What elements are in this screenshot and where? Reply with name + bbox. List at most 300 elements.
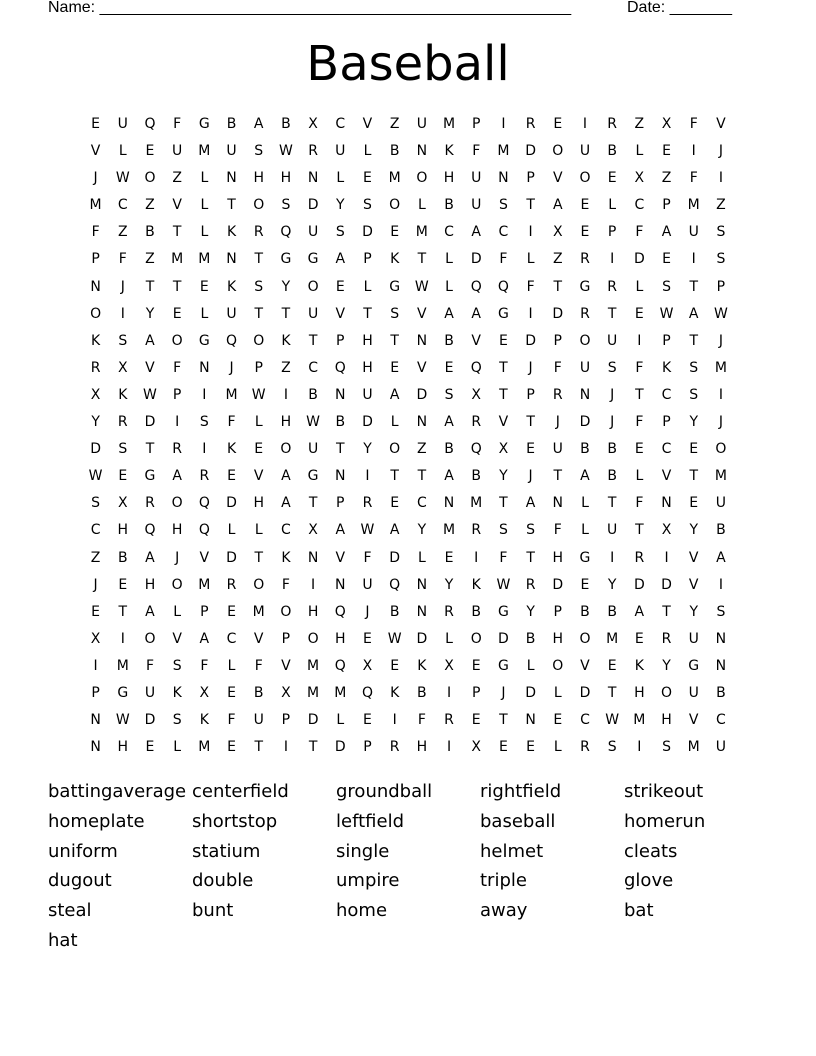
grid-letter: M	[606, 630, 619, 647]
grid-letter: V	[145, 359, 155, 376]
grid-letter: L	[445, 278, 453, 295]
grid-letter: A	[716, 549, 726, 566]
grid-letter: C	[661, 441, 672, 458]
grid-letter: P	[336, 332, 345, 349]
grid-letter: O	[579, 630, 591, 647]
grid-letter: E	[553, 712, 563, 729]
grid-letter: T	[172, 278, 182, 295]
grid-letter: O	[253, 576, 265, 593]
grid-letter: K	[281, 332, 291, 349]
grid-letter: T	[145, 441, 155, 458]
grid-letter: Y	[607, 576, 617, 593]
grid-letter: D	[226, 549, 237, 566]
grid-letter: T	[553, 468, 563, 485]
grid-letter: T	[607, 305, 617, 322]
grid-letter: L	[227, 657, 236, 674]
grid-letter: L	[390, 414, 399, 431]
grid-letter: G	[280, 251, 292, 268]
grid-letter: Q	[226, 332, 238, 349]
grid-letter: F	[281, 576, 290, 593]
grid-letter: R	[634, 549, 645, 566]
grid-letter: V	[716, 116, 726, 132]
grid-letter: P	[91, 684, 100, 701]
grid-letter: L	[526, 251, 535, 268]
grid-letter: H	[117, 739, 129, 756]
grid-letter: L	[200, 305, 209, 322]
grid-letter: M	[442, 116, 456, 132]
grid-letter: N	[416, 576, 428, 593]
letter-grid	[82, 111, 735, 761]
word-bank-item: bunt	[192, 900, 234, 922]
grid-letter: D	[307, 197, 319, 214]
grid-letter: U	[117, 116, 128, 132]
grid-letter: S	[716, 224, 726, 241]
grid-letter: E	[390, 224, 400, 241]
word-bank-item: home	[336, 900, 388, 922]
grid-letter: W	[251, 386, 266, 403]
grid-letter: T	[390, 332, 399, 349]
grid-letter: D	[661, 576, 672, 593]
grid-letter: B	[444, 332, 454, 349]
grid-letter: C	[580, 712, 590, 729]
grid-letter: S	[335, 224, 345, 241]
grid-letter: Q	[497, 278, 509, 295]
grid-letter: T	[553, 278, 563, 295]
grid-letter: N	[416, 603, 428, 620]
grid-letter: S	[199, 414, 209, 431]
grid-letter: Y	[499, 468, 508, 485]
grid-letter: P	[281, 712, 291, 729]
grid-letter: T	[499, 386, 508, 403]
grid-letter: E	[363, 712, 372, 729]
word-bank-item: helmet	[480, 840, 544, 862]
grid-letter: Z	[145, 251, 155, 268]
grid-letter: A	[389, 386, 400, 403]
grid-letter: H	[335, 630, 346, 647]
grid-letter: B	[444, 441, 454, 458]
grid-letter: C	[661, 386, 672, 403]
grid-letter: R	[90, 359, 101, 376]
grid-letter: I	[392, 712, 397, 729]
grid-letter: E	[662, 251, 671, 268]
grid-letter: I	[446, 739, 452, 756]
grid-letter: E	[227, 739, 236, 756]
grid-letter: T	[526, 197, 535, 214]
grid-letter: Q	[144, 522, 156, 539]
grid-letter: H	[552, 630, 564, 647]
grid-letter: P	[471, 684, 481, 701]
grid-letter: C	[634, 197, 645, 214]
grid-letter: B	[716, 522, 726, 539]
grid-letter: E	[444, 359, 454, 376]
grid-letter: R	[580, 305, 590, 322]
grid-letter: A	[281, 495, 291, 512]
grid-letter: B	[444, 197, 454, 214]
grid-letter: A	[389, 522, 400, 539]
grid-letter: T	[118, 603, 128, 620]
grid-letter: B	[580, 441, 590, 458]
grid-letter: Y	[662, 657, 671, 674]
grid-letter: L	[581, 495, 589, 512]
grid-letter: P	[662, 414, 671, 431]
grid-letter: P	[662, 197, 671, 214]
grid-letter: M	[89, 197, 102, 214]
grid-letter: L	[526, 657, 535, 674]
grid-letter: R	[661, 630, 672, 647]
grid-letter: K	[390, 684, 400, 701]
word-bank-item: single	[336, 840, 390, 862]
grid-letter: S	[172, 657, 182, 674]
grid-letter: D	[633, 251, 645, 268]
grid-letter: H	[171, 522, 183, 539]
grid-letter: O	[171, 576, 183, 593]
grid-letter: G	[497, 657, 509, 674]
grid-letter: S	[662, 739, 671, 756]
grid-letter: M	[171, 251, 184, 268]
grid-letter: G	[579, 549, 591, 566]
grid-letter: Y	[91, 414, 100, 431]
grid-letter: F	[118, 251, 127, 268]
grid-letter: K	[661, 359, 672, 376]
grid-letter: N	[416, 143, 428, 160]
grid-letter: S	[118, 332, 128, 349]
grid-letter: O	[90, 305, 102, 322]
grid-letter: B	[308, 386, 318, 403]
grid-letter: M	[307, 684, 320, 701]
grid-letter: A	[552, 197, 563, 214]
grid-letter: W	[306, 414, 321, 431]
grid-letter: I	[202, 441, 207, 458]
grid-letter: B	[471, 468, 482, 485]
grid-letter: E	[227, 468, 236, 485]
grid-letter: U	[362, 576, 373, 593]
grid-letter: X	[661, 522, 672, 539]
grid-letter: V	[281, 657, 291, 674]
grid-letter: X	[308, 116, 318, 132]
grid-letter: W	[115, 170, 130, 187]
grid-letter: J	[120, 278, 125, 295]
grid-letter: Q	[144, 116, 156, 132]
grid-letter: E	[607, 657, 617, 674]
grid-letter: P	[607, 224, 617, 241]
grid-letter: O	[171, 332, 183, 349]
grid-letter: P	[526, 170, 535, 187]
grid-letter: M	[198, 143, 211, 160]
grid-letter: A	[444, 414, 454, 431]
date-field-label: Date: _______	[627, 0, 732, 16]
grid-letter: D	[498, 630, 509, 647]
grid-letter: H	[416, 739, 428, 756]
grid-letter: C	[281, 522, 291, 539]
grid-letter: K	[390, 251, 400, 268]
grid-letter: O	[715, 441, 727, 458]
grid-letter: Z	[389, 116, 400, 132]
grid-letter: L	[445, 251, 453, 268]
grid-letter: T	[145, 278, 155, 295]
grid-letter: T	[172, 224, 182, 241]
grid-letter: M	[334, 684, 347, 701]
grid-letter: D	[552, 576, 564, 593]
header-row	[48, 0, 748, 19]
grid-letter: O	[470, 630, 482, 647]
grid-letter: A	[335, 251, 346, 268]
grid-letter: Z	[661, 170, 672, 187]
grid-letter: R	[117, 414, 128, 431]
grid-letter: U	[307, 305, 319, 322]
grid-letter: F	[635, 414, 644, 431]
grid-letter: D	[552, 305, 564, 322]
grid-letter: K	[444, 143, 454, 160]
grid-letter: L	[200, 197, 209, 214]
grid-letter: D	[144, 414, 156, 431]
grid-letter: J	[93, 170, 98, 187]
grid-letter: N	[715, 657, 727, 674]
grid-letter: C	[444, 224, 454, 241]
grid-letter: I	[528, 224, 533, 241]
grid-letter: V	[552, 170, 563, 187]
grid-letter: X	[661, 116, 672, 132]
grid-letter: M	[497, 143, 510, 160]
grid-letter: I	[120, 630, 125, 647]
grid-letter: G	[688, 657, 700, 674]
grid-letter: F	[635, 495, 644, 512]
grid-letter: F	[200, 657, 209, 674]
grid-letter: J	[528, 359, 533, 376]
grid-letter: H	[253, 495, 264, 512]
word-bank-item: groundball	[336, 781, 433, 802]
grid-letter: P	[716, 278, 726, 295]
grid-letter: N	[226, 170, 237, 187]
grid-letter: U	[226, 305, 237, 322]
grid-letter: T	[281, 305, 291, 322]
grid-letter: D	[334, 739, 346, 756]
grid-letter: K	[172, 684, 182, 701]
grid-letter: U	[226, 143, 237, 160]
grid-letter: S	[607, 359, 617, 376]
grid-letter: R	[362, 495, 373, 512]
grid-letter: N	[661, 495, 672, 512]
word-bank-item: umpire	[336, 870, 400, 892]
grid-letter: I	[610, 251, 615, 268]
grid-letter: T	[308, 739, 318, 756]
grid-letter: H	[253, 170, 264, 187]
grid-letter: F	[227, 712, 236, 729]
grid-letter: B	[607, 603, 617, 620]
grid-letter: Y	[145, 305, 155, 322]
grid-letter: U	[172, 143, 183, 160]
grid-letter: K	[471, 576, 481, 593]
grid-letter: Z	[172, 170, 182, 187]
grid-letter: S	[498, 197, 508, 214]
grid-letter: P	[363, 251, 372, 268]
grid-letter: E	[390, 359, 400, 376]
grid-letter: Y	[444, 576, 454, 593]
grid-letter: F	[363, 549, 372, 566]
grid-letter: Z	[117, 224, 128, 241]
grid-letter: T	[635, 522, 644, 539]
grid-letter: H	[362, 332, 373, 349]
grid-letter: J	[610, 414, 615, 431]
grid-letter: U	[715, 739, 727, 756]
grid-letter: H	[443, 170, 455, 187]
grid-letter: J	[175, 549, 180, 566]
grid-letter: M	[415, 224, 428, 241]
grid-letter: W	[659, 305, 674, 322]
grid-letter: R	[253, 224, 264, 241]
grid-letter: V	[172, 630, 182, 647]
grid-letter: U	[688, 630, 699, 647]
grid-letter: T	[227, 197, 236, 214]
grid-letter: I	[501, 116, 506, 132]
grid-letter: W	[115, 712, 130, 729]
word-bank-item: uniform	[48, 840, 118, 862]
grid-letter: L	[200, 224, 209, 241]
grid-letter: M	[116, 657, 129, 674]
grid-letter: L	[608, 197, 617, 214]
grid-letter: B	[389, 603, 400, 620]
grid-letter: C	[117, 197, 128, 214]
grid-letter: U	[144, 684, 156, 701]
grid-letter: D	[525, 143, 536, 160]
grid-letter: Q	[198, 495, 210, 512]
grid-letter: T	[417, 251, 427, 268]
grid-letter: E	[118, 576, 128, 593]
grid-letter: U	[579, 143, 591, 160]
grid-letter: P	[526, 386, 535, 403]
grid-letter: R	[580, 251, 590, 268]
grid-letter: O	[661, 684, 673, 701]
grid-letter: Q	[334, 657, 346, 674]
grid-letter: L	[363, 278, 372, 295]
grid-letter: R	[525, 116, 536, 132]
grid-letter: C	[335, 116, 346, 132]
grid-letter: I	[691, 143, 696, 160]
grid-letter: E	[390, 657, 400, 674]
grid-letter: T	[607, 495, 617, 512]
grid-letter: T	[254, 739, 263, 756]
grid-letter: Q	[198, 522, 210, 539]
grid-letter: N	[525, 712, 536, 729]
grid-letter: Z	[634, 116, 645, 132]
grid-letter: R	[145, 495, 155, 512]
grid-letter: D	[307, 712, 319, 729]
grid-letter: S	[689, 359, 699, 376]
grid-letter: O	[579, 170, 591, 187]
grid-letter: M	[388, 170, 401, 187]
grid-letter: S	[526, 522, 536, 539]
grid-letter: X	[444, 657, 454, 674]
grid-letter: K	[199, 712, 209, 729]
word-bank-item: battingaverage	[48, 781, 187, 802]
grid-letter: U	[416, 116, 427, 132]
grid-letter: T	[336, 441, 345, 458]
grid-letter: O	[579, 332, 591, 349]
grid-letter: E	[526, 441, 536, 458]
grid-letter: W	[143, 386, 157, 403]
grid-letter: U	[307, 441, 319, 458]
grid-letter: O	[307, 278, 319, 295]
grid-letter: N	[498, 170, 509, 187]
grid-letter: H	[117, 522, 129, 539]
grid-letter: K	[226, 224, 237, 241]
grid-letter: J	[501, 684, 506, 701]
grid-letter: G	[198, 116, 210, 132]
grid-letter: F	[499, 549, 508, 566]
grid-letter: M	[198, 251, 211, 268]
grid-letter: V	[417, 305, 427, 322]
grid-letter: I	[202, 386, 207, 403]
grid-letter: D	[362, 224, 373, 241]
grid-letter: W	[360, 522, 375, 539]
grid-letter: R	[389, 739, 400, 756]
grid-letter: E	[634, 305, 644, 322]
grid-letter: W	[713, 305, 728, 322]
grid-letter: M	[687, 197, 700, 214]
grid-letter: N	[90, 278, 101, 295]
grid-letter: H	[144, 576, 156, 593]
grid-letter: O	[280, 603, 292, 620]
grid-letter: D	[362, 414, 373, 431]
grid-letter: A	[172, 468, 182, 485]
grid-letter: E	[580, 576, 590, 593]
grid-letter: R	[525, 576, 536, 593]
grid-letter: Z	[281, 359, 291, 376]
grid-letter: U	[253, 712, 264, 729]
word-bank-item: glove	[624, 870, 674, 892]
grid-letter: T	[254, 305, 263, 322]
grid-letter: P	[254, 359, 263, 376]
grid-letter: F	[635, 359, 644, 376]
grid-letter: W	[88, 468, 103, 485]
grid-letter: M	[198, 739, 211, 756]
grid-letter: T	[499, 712, 508, 729]
grid-letter: A	[471, 224, 481, 241]
grid-letter: W	[605, 712, 620, 729]
grid-letter: N	[199, 359, 210, 376]
grid-letter: B	[253, 684, 264, 701]
grid-letter: Z	[145, 197, 155, 214]
grid-letter: U	[307, 224, 319, 241]
grid-letter: E	[91, 603, 101, 620]
grid-letter: C	[498, 224, 509, 241]
grid-letter: B	[117, 549, 128, 566]
grid-letter: Y	[336, 197, 345, 214]
grid-letter: L	[118, 143, 127, 160]
grid-letter: A	[281, 468, 291, 485]
grid-letter: N	[226, 251, 237, 268]
word-bank-item: away	[480, 900, 528, 922]
grid-letter: F	[689, 116, 698, 132]
grid-letter: S	[607, 739, 617, 756]
grid-letter: N	[307, 170, 319, 187]
word-bank	[48, 777, 768, 956]
grid-letter: M	[714, 359, 727, 376]
grid-letter: N	[443, 495, 455, 512]
grid-letter: G	[198, 332, 210, 349]
grid-letter: E	[580, 224, 590, 241]
grid-letter: A	[145, 332, 155, 349]
grid-letter: E	[199, 278, 209, 295]
grid-letter: D	[416, 386, 428, 403]
grid-letter: R	[607, 116, 618, 132]
grid-letter: L	[417, 197, 426, 214]
grid-letter: E	[91, 116, 101, 132]
grid-letter: V	[335, 549, 346, 566]
grid-letter: T	[526, 414, 535, 431]
grid-letter: I	[637, 739, 642, 756]
grid-letter: P	[281, 630, 291, 647]
grid-letter: V	[253, 630, 264, 647]
